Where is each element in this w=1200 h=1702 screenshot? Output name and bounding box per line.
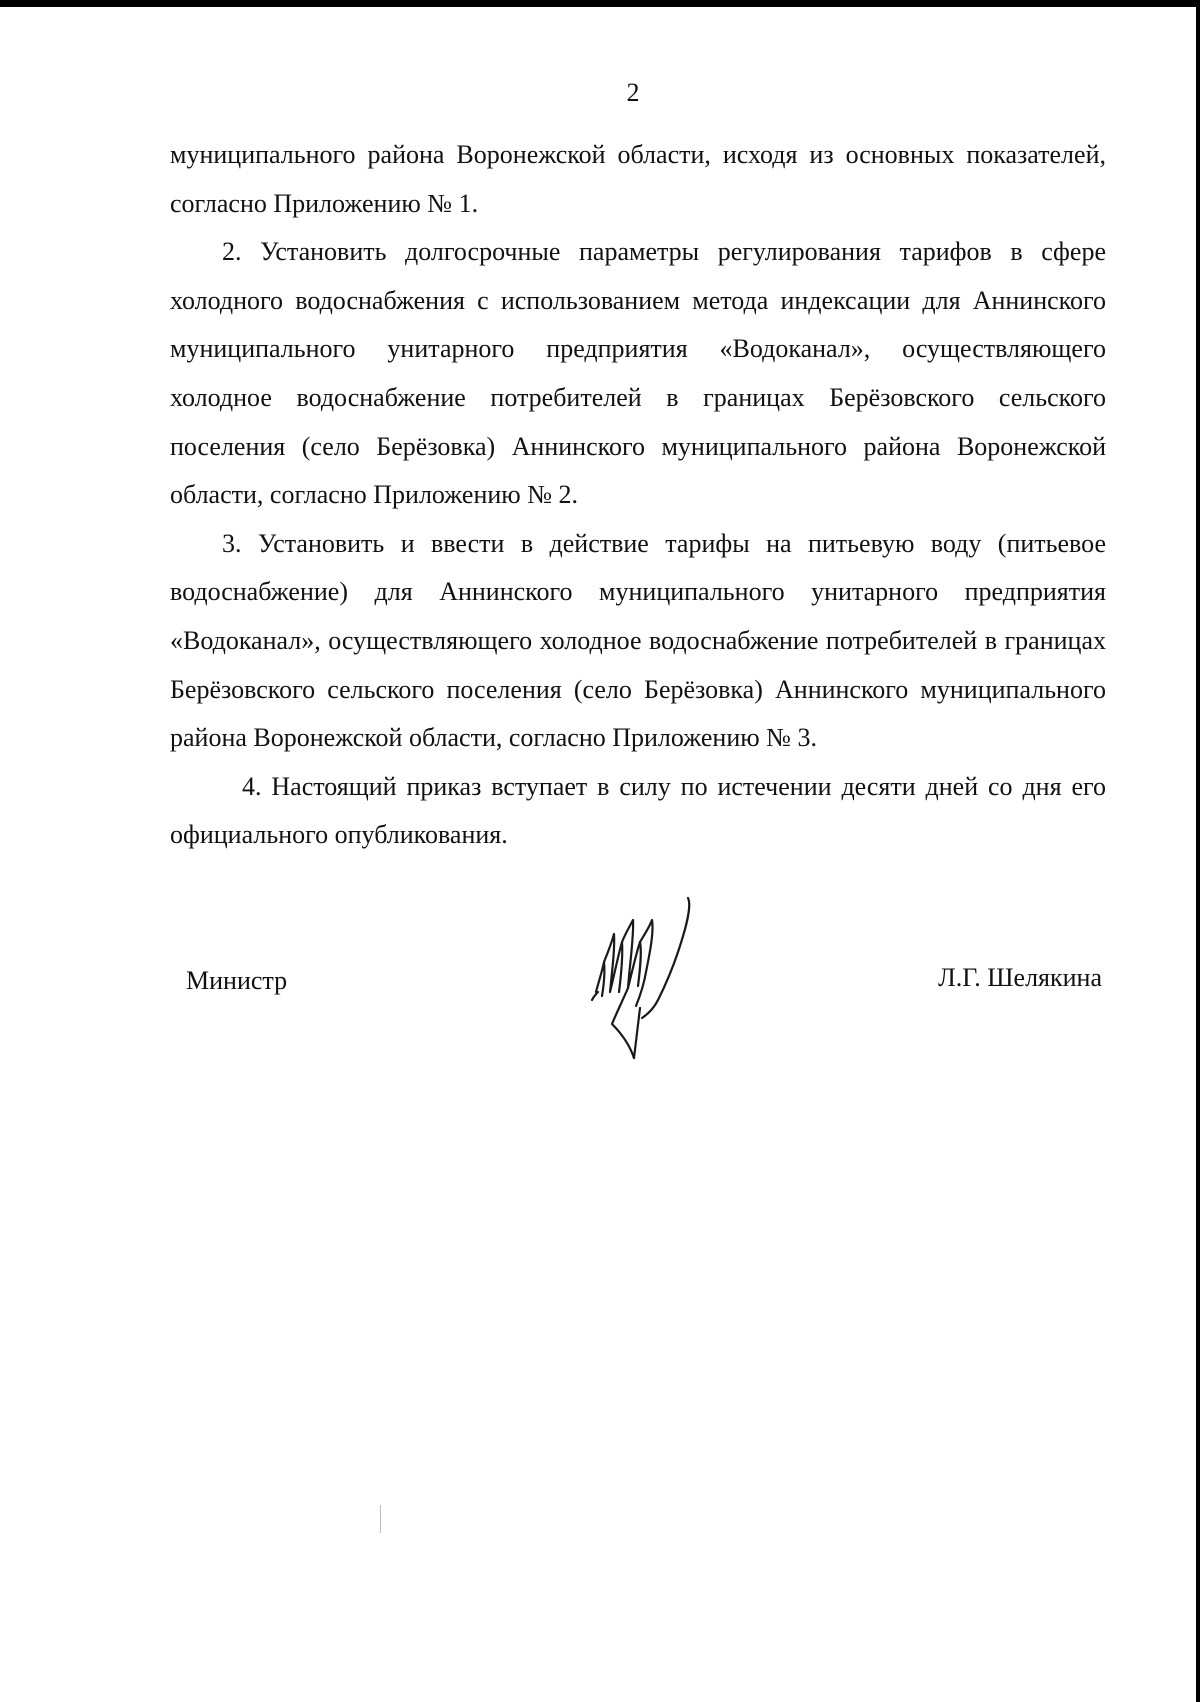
paragraph-item-2: 2. Установить долгосрочные параметры регулирования тарифов в сфере холодного водоснабжения с использованием метода индексации для Аннинского муниципального унитарного предприятия «Водоканал», осуществляющего холодное водоснабжение потребителей в границах Берёзовского сельского поселения (село Берёзовка) Аннинского муниципального района Воронежской области, согласно Приложению № 2. [170, 237, 1106, 510]
scan-artifact [380, 1505, 381, 1533]
scan-border-right [1196, 0, 1200, 1702]
paragraph-continuation: муниципального района Воронежской области, исходя из основных показателей, согласно Приложению № 1. [170, 140, 1106, 218]
signatory-title: Министр [186, 966, 288, 995]
paragraph-item-3: 3. Установить и ввести в действие тарифы на питьевую воду (питьевое водоснабжение) для Аннинского муниципального унитарного предприятия «Водоканал», осуществляющего холодное водоснабжение потребителей в границах Берёзовского сельского поселения (село Берёзовка) Аннинского муниципального района Воронежской области, согласно Приложению № 3. [170, 528, 1106, 753]
page-number: 2 [626, 78, 640, 107]
document-body [170, 131, 1106, 860]
signatory-name: Л.Г. Шелякина [938, 963, 1102, 992]
scan-border-top [0, 0, 1200, 7]
handwritten-signature [588, 892, 708, 1062]
paragraph-item-4: 4. Настоящий приказ вступает в силу по истечении десяти дней со дня его официального опубликования. [170, 771, 1106, 850]
